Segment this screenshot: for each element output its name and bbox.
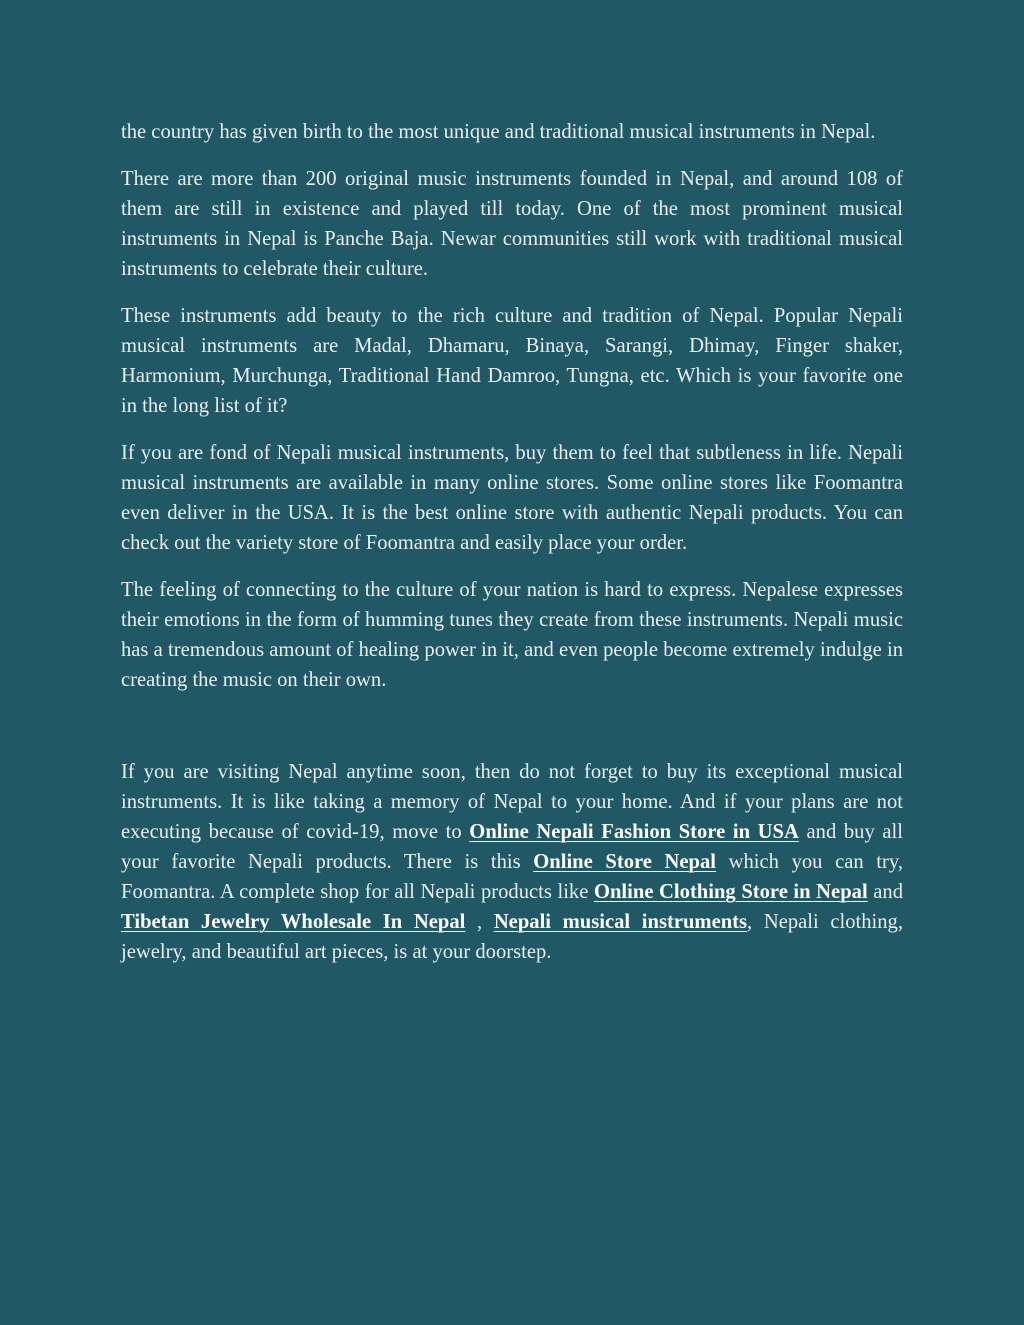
closing-text-6: , Nepali clothing, jewelry, and beautiful art pieces, is at your doorstep. — [121, 911, 903, 963]
closing-text-5: , — [465, 911, 494, 933]
document-page — [121, 117, 903, 984]
link-online-store-nepal[interactable]: Online Store Nepal — [533, 851, 717, 873]
paragraph-intro: the country has given birth to the most unique and traditional musical instruments in Nepal. — [121, 121, 876, 143]
paragraph-culture-feeling: The feeling of connecting to the culture of your nation is hard to express. Nepalese expresses their emotions in the form of humming tunes they create from these instruments. Nepali music has a tremendous amount of healing power in it, and even people become extremely indulge in creating the music on their own. — [121, 579, 903, 691]
link-tibetan-jewelry-wholesale[interactable]: Tibetan Jewelry Wholesale In Nepal — [121, 911, 466, 933]
link-online-nepali-fashion-store-usa[interactable]: Online Nepali Fashion Store in USA — [469, 821, 799, 843]
closing-text-2: and buy all your favorite Nepali products. There is this — [121, 821, 903, 873]
closing-text-4: and — [867, 881, 903, 903]
paragraph-online-stores: If you are fond of Nepali musical instruments, buy them to feel that subtleness in life. Nepali musical instruments are available in many online stores. Some online stores like Foomantra even deliver in the USA. It is the best online store with authentic Nepali products. You can check out the variety store of Foomantra and easily place your order. — [121, 442, 903, 554]
closing-text-3: which you can try, Foomantra. A complete shop for all Nepali products like — [121, 851, 903, 903]
paragraph-popular-instruments: These instruments add beauty to the rich culture and tradition of Nepal. Popular Nepali musical instruments are Madal, Dhamaru, Binaya, Sarangi, Dhimay, Finger shaker, Harmonium, Murchunga, Traditional Hand Damroo, Tungna, etc. Which is your favorite one in the long list of it? — [121, 305, 903, 417]
paragraph-instrument-count: There are more than 200 original music instruments founded in Nepal, and around 108 of them are still in existence and played till today. One of the most prominent musical instruments in Nepal is Panche Baja. Newar communities still work with traditional musical instruments to celebrate their culture. — [121, 168, 903, 280]
closing-text-1: If you are visiting Nepal anytime soon, then do not forget to buy its exceptional musical instruments. It is like taking a memory of Nepal to your home. And if your plans are not executing because of covid-19, move to — [121, 761, 903, 843]
link-nepali-musical-instruments[interactable]: Nepali musical instruments — [493, 911, 748, 933]
link-online-clothing-store-nepal[interactable]: Online Clothing Store in Nepal — [593, 881, 868, 903]
paragraph-closing — [121, 757, 903, 967]
